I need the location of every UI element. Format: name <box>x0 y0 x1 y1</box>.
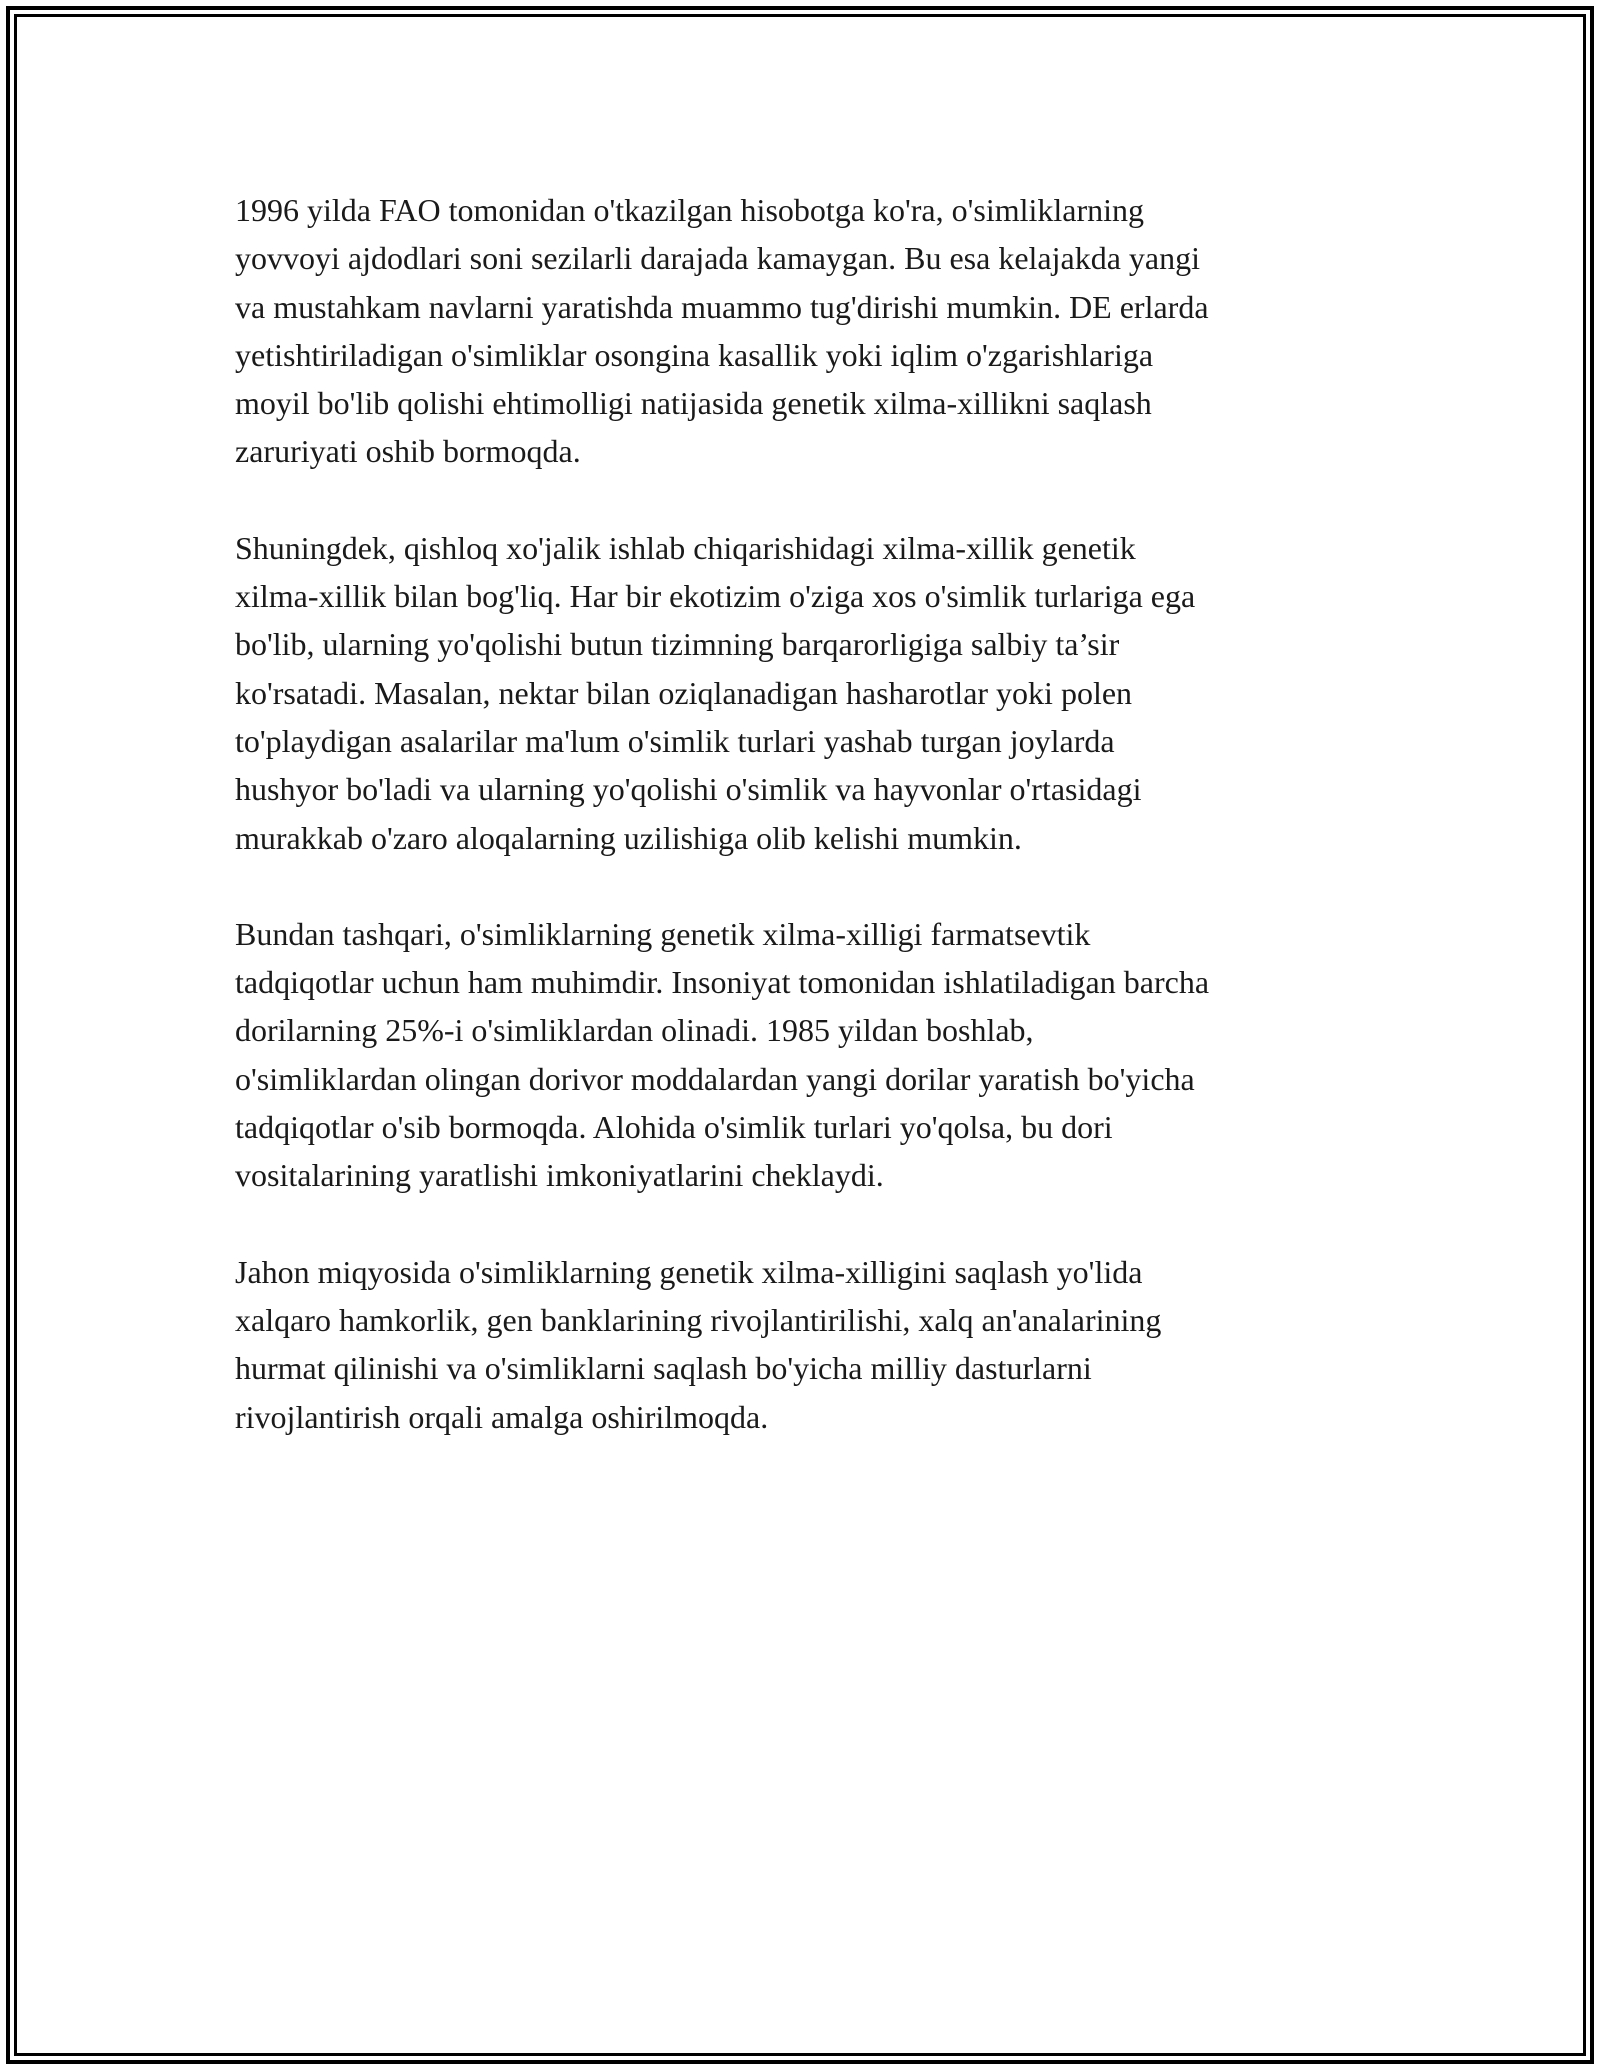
document-body <box>235 186 1365 1489</box>
paragraph-global-conservation: Jahon miqyosida o'simliklarning genetik xilma-xilligini saqlash yo'lida xalqaro hamkorlik, gen banklarining rivojlantirilishi, xalq an'analarining hurmat qilinishi va o'simliklarni saqlash bo'yicha milliy dasturlarni rivojlantirish orqali amalga oshirilmoqda. <box>235 1253 1162 1435</box>
paragraph-agricultural-diversity: Shuningdek, qishloq xo'jalik ishlab chiqarishidagi xilma-xillik genetik xilma-xillik bilan bog'liq. Har bir ekotizim o'ziga xos o'simlik turlariga ega bo'lib, ularning yo'qolishi butun tizimning barqarorligiga salbiy ta’sir ko'rsatadi. Masalan, nektar bilan oziqlanadigan hasharotlar yoki polen to'playdigan asalarilar ma'lum o'simlik turlari yashab turgan joylarda hushyor bo'ladi va ularning yo'qolishi o'simlik va hayvonlar o'rtasidagi murakkab o'zaro aloqalarning uzilishiga olib kelishi mumkin. <box>235 529 1196 856</box>
paragraph-fao-report: 1996 yilda FAO tomonidan o'tkazilgan hisobotga ko'ra, o'simliklarning yovvoyi ajdodlari soni sezilarli darajada kamaygan. Bu esa kelajakda yangi va mustahkam navlarni yaratishda muammo tug'dirishi mumkin. DE erlarda yetishtiriladigan o'simliklar osongina kasallik yoki iqlim o'zgarishlariga moyil bo'lib qolishi ehtimolligi natijasida genetik xilma-xillikni saqlash zaruriyati oshib bormoqda. <box>235 192 1209 470</box>
paragraph-pharmaceutical-research: Bundan tashqari, o'simliklarning genetik xilma-xilligi farmatsevtik tadqiqotlar uchun ham muhimdir. Insoniyat tomonidan ishlatiladigan barcha dorilarning 25%-i o'simliklardan olinadi. 1985 yildan boshlab, o'simliklardan olingan dorivor moddalardan yangi dorilar yaratish bo'yicha tadqiqotlar o'sib bormoqda. Alohida o'simlik turlari yo'qolsa, bu dori vositalarining yaratlishi imkoniyatlarini cheklaydi. <box>235 915 1210 1194</box>
